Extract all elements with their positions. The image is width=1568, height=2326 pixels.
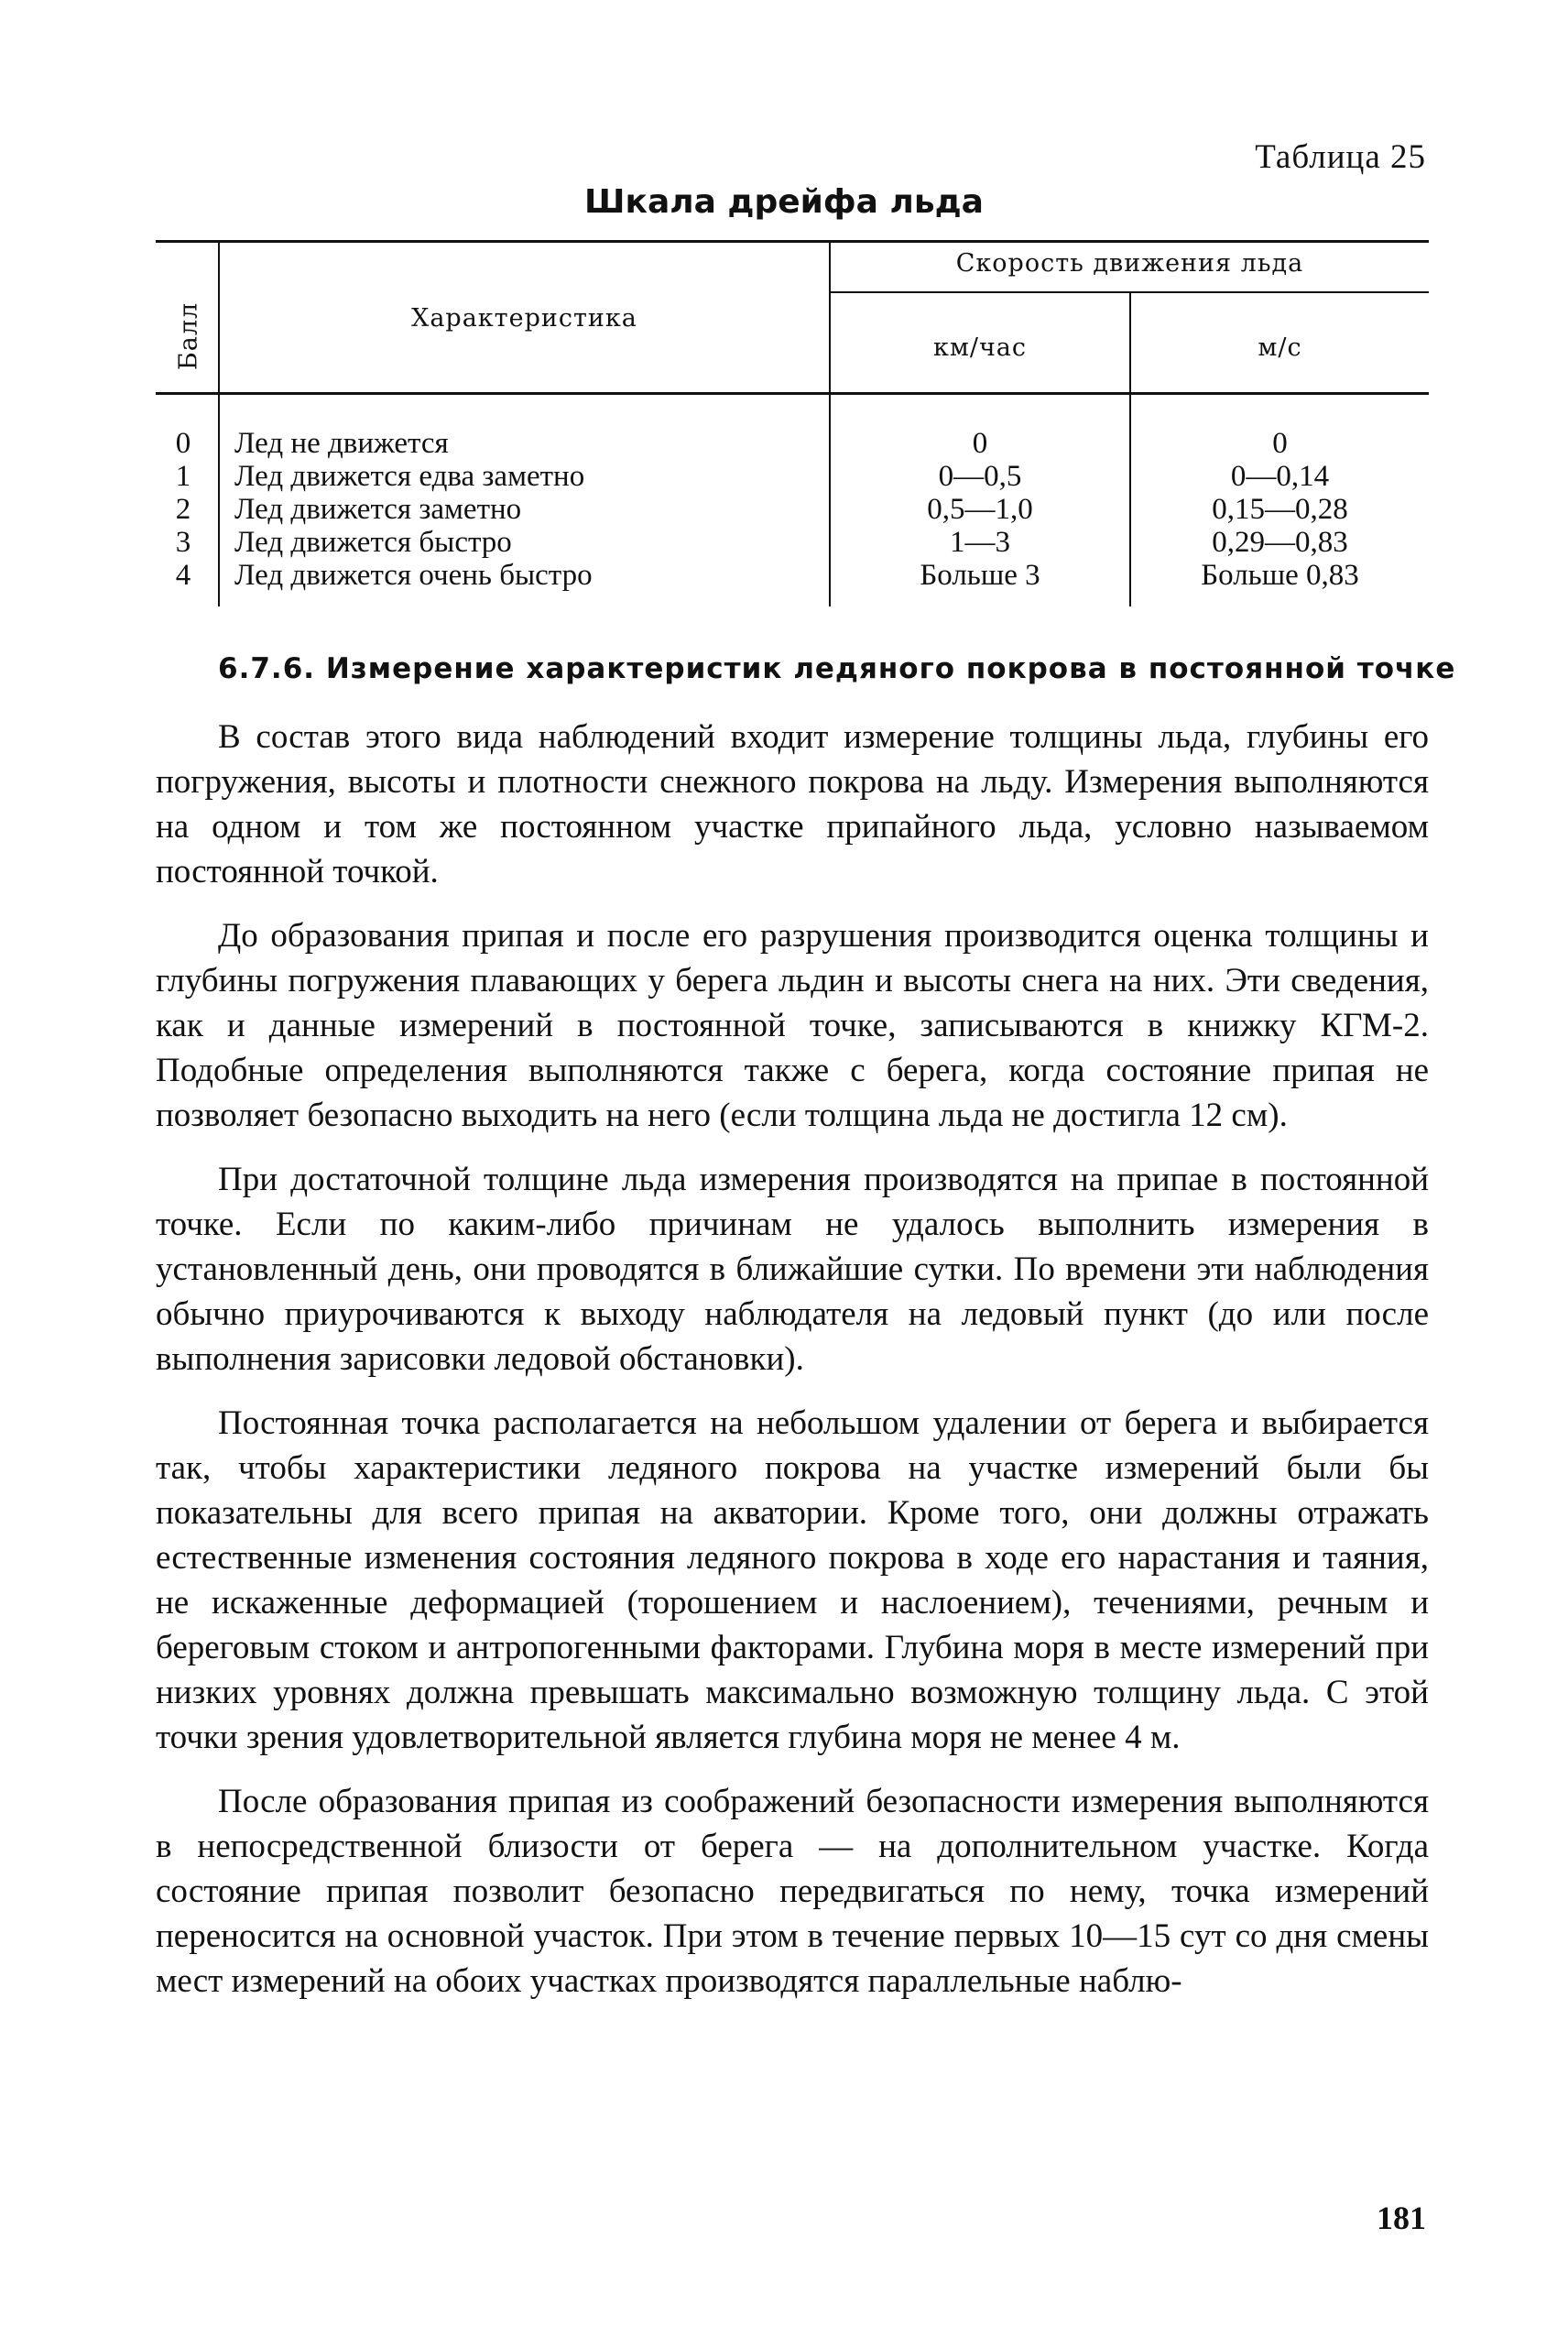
cell-kmh: 0,5—1,0 (927, 493, 1033, 526)
table-row (156, 460, 1429, 493)
page-number: 181 (1377, 2200, 1426, 2236)
table-row (156, 559, 1429, 592)
table-row (156, 493, 1429, 526)
header-ms: м/с (1258, 333, 1302, 362)
section-heading: 6.7.6. Измерение характеристик ледяного покрова в постоянной точке (218, 652, 1456, 685)
ice-drift-table (156, 240, 1429, 606)
table-title: Шкала дрейфа льда (584, 183, 984, 221)
header-kmh: км/час (932, 333, 1028, 362)
cell-ms: Больше 0,83 (1201, 559, 1359, 592)
cell-characteristic: Лед движется быстро (234, 526, 512, 559)
cell-kmh: 1—3 (950, 526, 1010, 559)
cell-kmh: 0—0,5 (938, 460, 1022, 493)
paragraph: В состав этого вида наблюдений входит измерение толщины льда, глубины его погружения, высоты и плотности снежного покрова на льду. Измерения выполняются на одном и том же постоянном участке припайного льда, условно называемом постоянной точкой. (156, 718, 1429, 890)
paragraph: До образования припая и после его разрушения производится оценка толщины и глубины погружения плавающих у берега льдин и высоты снега на них. Эти сведения, как и данные измерений в постоянной точке, записываются в книжку КГМ-2. Подобные определения выполняются также с берега, когда состояние припая не позволяет безопасно выходить на него (если толщина льда не достигла 12 см). (156, 917, 1429, 1134)
cell-characteristic: Лед не движется (234, 427, 449, 460)
cell-characteristic: Лед движется очень быстро (234, 559, 593, 592)
cell-ball: 4 (175, 559, 191, 592)
body-text (156, 715, 1429, 2023)
cell-ball: 0 (175, 427, 191, 460)
paragraph: После образования припая из соображений безопасности измерения выполняются в непосредственной близости от берега — на дополнительном участке. Когда состояние припая позволит безопасно передвигаться по нему, точка измерений переносится на основной участок. При этом в течение первых 10—15 сут со дня смены мест измерений на обоих участках производятся параллельные наблю- (156, 1783, 1429, 2000)
header-characteristic: Характеристика (411, 304, 637, 333)
cell-characteristic: Лед движется едва заметно (234, 460, 585, 493)
header-ball-label: Балл (174, 301, 203, 371)
cell-ms: 0,29—0,83 (1212, 526, 1348, 559)
cell-characteristic: Лед движется заметно (234, 493, 522, 526)
table-row (156, 427, 1429, 460)
cell-ball: 2 (175, 493, 191, 526)
cell-kmh: Больше 3 (920, 559, 1040, 592)
cell-ms: 0 (1272, 427, 1288, 460)
table-label: Таблица 25 (1255, 138, 1426, 176)
cell-ms: 0—0,14 (1230, 460, 1330, 493)
table-header-rule (156, 392, 1429, 395)
table-top-rule (156, 240, 1429, 243)
paragraph: Постоянная точка располагается на небольшом удалении от берега и выбирается так, чтобы характеристики ледяного покрова на участке измерений были бы показательны для всего припая на акватории. Кроме того, они должны отражать естественные изменения состояния ледяного покрова в ходе его нарастания и таяния, не искаженные деформацией (торошением и наслоением), течениями, речным и береговым стоком и антропогенными факторами. Глубина моря в месте измерений при низких уровнях должна превышать максимально возможную толщину льда. С этой точки зрения удовлетворительной является глубина моря не менее 4 м. (156, 1404, 1429, 1756)
table-body (156, 427, 1429, 592)
header-speed: Скорость движения льда (955, 249, 1304, 278)
header-ball (161, 295, 216, 377)
cell-ball: 3 (175, 526, 191, 559)
cell-ball: 1 (175, 460, 191, 493)
cell-ms: 0,15—0,28 (1212, 493, 1348, 526)
paragraph: При достаточной толщине льда измерения производятся на припае в постоянной точке. Если по каким-либо причинам не удалось выполнить измерения в установленный день, они проводятся в ближайшие сутки. По времени эти наблюдения обычно приурочиваются к выходу наблюдателя на ледовый пункт (до или после выполнения зарисовки ледовой обстановки). (156, 1161, 1429, 1378)
table-row (156, 526, 1429, 559)
cell-kmh: 0 (972, 427, 988, 460)
